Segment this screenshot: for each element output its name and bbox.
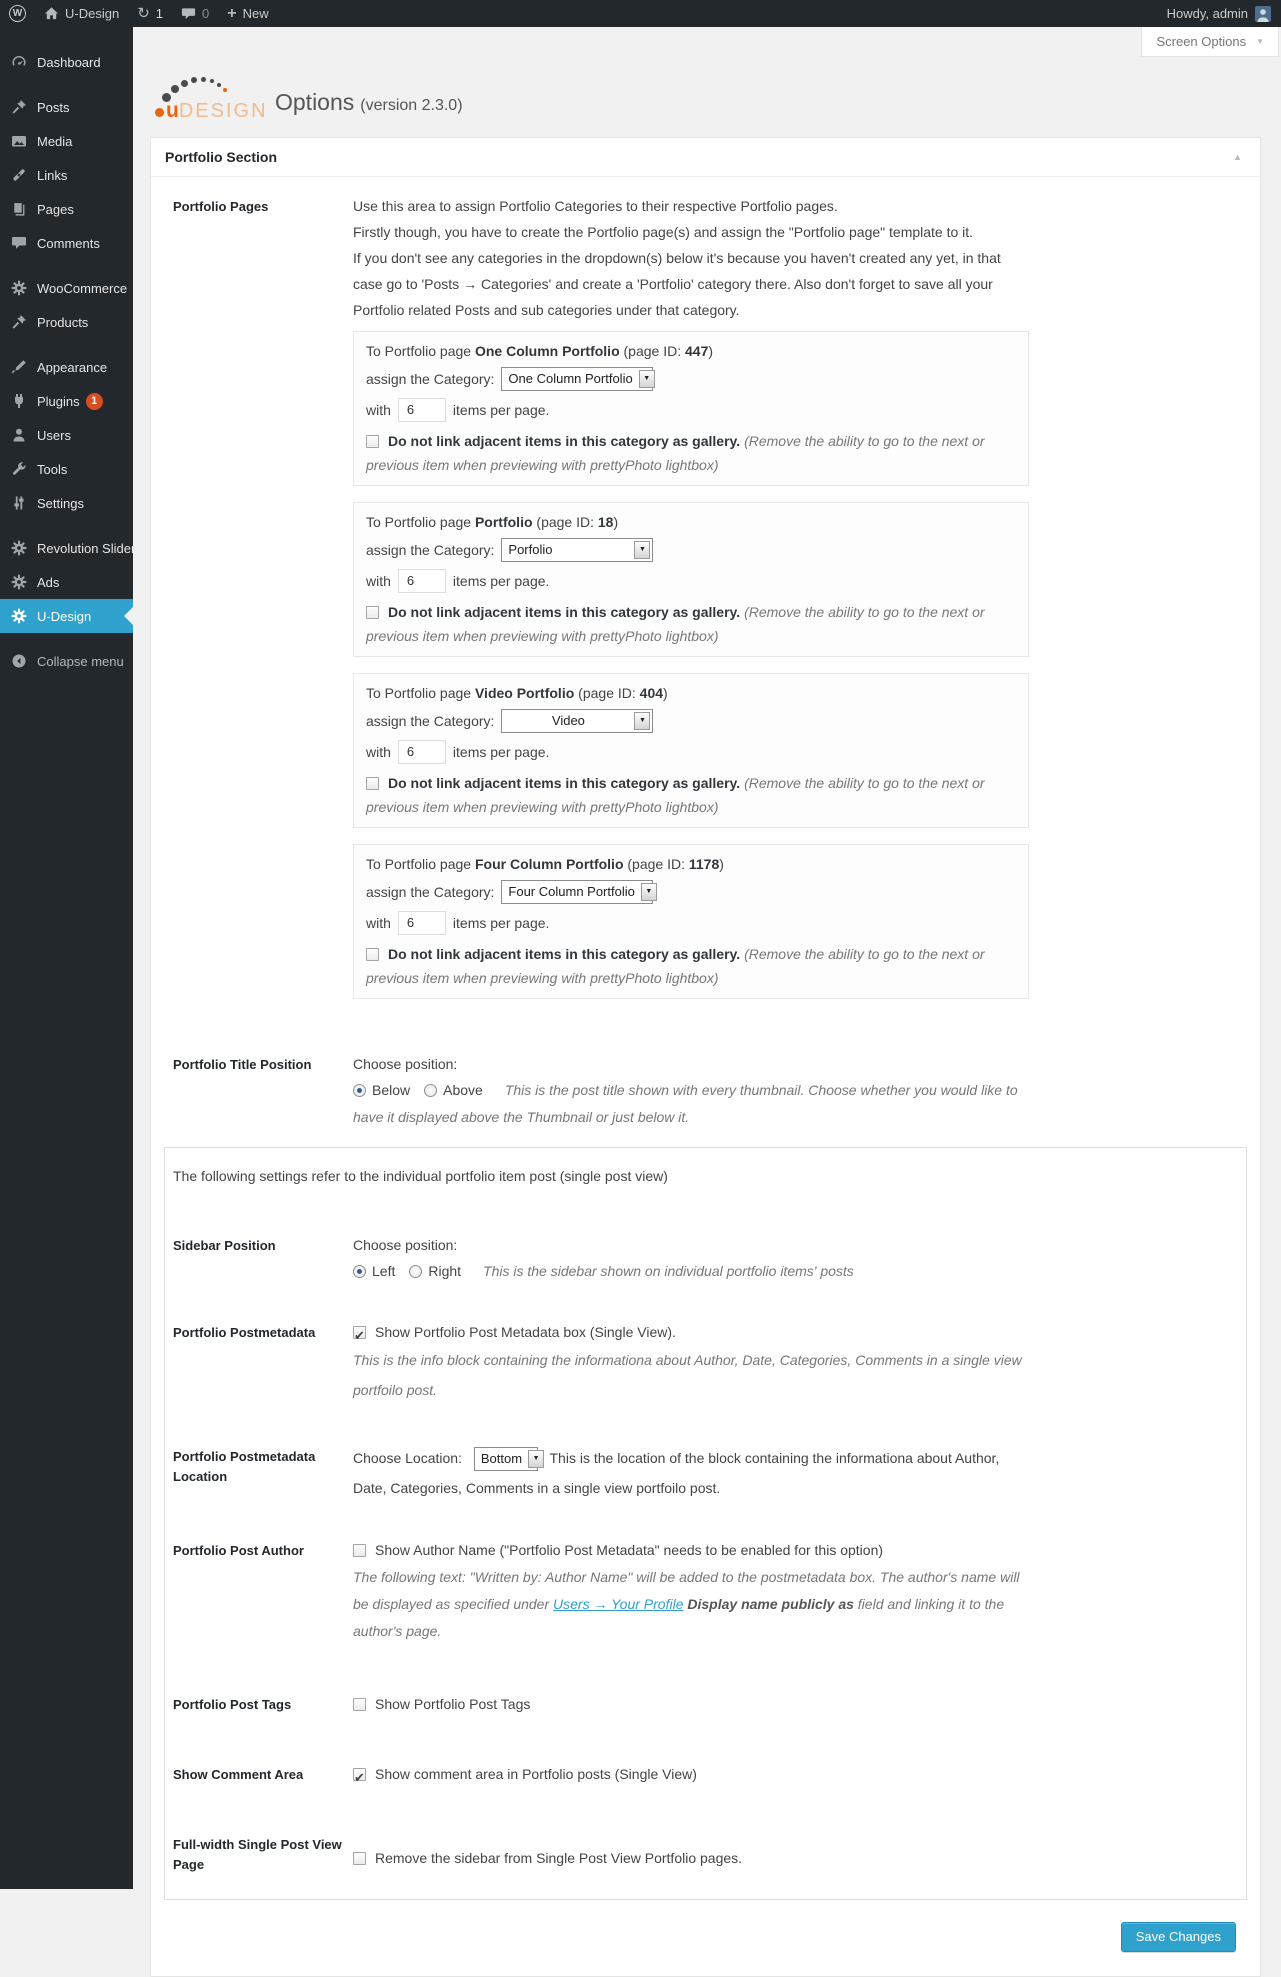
sidebar-item-comments[interactable] bbox=[0, 226, 133, 260]
row-label: Portfolio Pages bbox=[173, 199, 269, 214]
sidebar-item-label: Revolution Slider bbox=[37, 540, 136, 556]
comments-link[interactable] bbox=[172, 0, 218, 27]
select-arrow-icon: ▼ bbox=[641, 883, 657, 901]
sidebar-item-media[interactable] bbox=[0, 124, 133, 158]
postmetadata-checkbox[interactable] bbox=[353, 1326, 366, 1339]
sidebar-item-links[interactable] bbox=[0, 158, 133, 192]
sidebar-position-row: Sidebar Position Choose position: Left Right This is the sidebar shown on individual portfolio items' posts bbox=[173, 1232, 1237, 1285]
row-label: Full-width Single Post View Page bbox=[173, 1837, 342, 1872]
gallery-checkbox[interactable] bbox=[366, 777, 379, 790]
sidebar-item-users[interactable] bbox=[0, 418, 133, 452]
chain-icon bbox=[9, 167, 29, 183]
gear-icon bbox=[9, 574, 29, 590]
page-id: 18 bbox=[597, 514, 614, 530]
gear-icon bbox=[9, 608, 29, 624]
sidebar-item-label: Media bbox=[37, 133, 73, 149]
title-position-desc: This is the post title shown with every thumbnail. Choose whether you would like to have it displayed above the Thumbnail or just below it. bbox=[353, 1082, 1018, 1125]
gallery-checkbox[interactable] bbox=[366, 606, 379, 619]
row-label: Portfolio Postmetadata Location bbox=[173, 1449, 316, 1484]
gear-icon bbox=[9, 540, 29, 556]
sidebar-item-label: Comments bbox=[37, 235, 100, 251]
sidebar-item-products[interactable] bbox=[0, 305, 133, 339]
wrench-icon bbox=[9, 461, 29, 477]
items-per-page-input[interactable] bbox=[398, 740, 446, 764]
sidebar-item-appearance[interactable] bbox=[0, 350, 133, 384]
select-arrow-icon: ▼ bbox=[634, 712, 650, 730]
items-per-page-input[interactable] bbox=[398, 398, 446, 422]
gallery-checkbox[interactable] bbox=[366, 948, 379, 961]
collapse-icon bbox=[9, 653, 29, 669]
category-select[interactable]: One Column Portfolio ▼ bbox=[501, 367, 653, 391]
sidebar-item-label: Pages bbox=[37, 201, 74, 217]
updates-count: 1 bbox=[155, 6, 163, 21]
sidebar-position-desc: This is the sidebar shown on individual portfolio items' posts bbox=[483, 1263, 854, 1279]
comment-area-checkbox[interactable] bbox=[353, 1768, 366, 1781]
pin-icon bbox=[9, 99, 29, 115]
sidebar-item-plugins[interactable] bbox=[0, 384, 133, 418]
page-name: Four Column Portfolio bbox=[474, 856, 624, 872]
updates-link[interactable] bbox=[128, 0, 172, 27]
select-arrow-icon: ▼ bbox=[634, 541, 650, 559]
site-link[interactable] bbox=[35, 0, 128, 27]
home-icon bbox=[44, 6, 59, 21]
account-menu[interactable] bbox=[1157, 0, 1281, 27]
pages-icon bbox=[9, 201, 29, 217]
items-per-page-input[interactable] bbox=[398, 569, 446, 593]
sidebar-item-label: Products bbox=[37, 314, 89, 330]
sidebar-item-tools[interactable] bbox=[0, 452, 133, 486]
menu-separator bbox=[0, 260, 133, 271]
portfolio-page-box: To Portfolio page Four Column Portfolio (page ID: 1178) assign the Category: Four Column Portfolio ▼ with 6 items per page. Do not link adjacent items in this category as gallery. (Remove the ability to go to the next or previous item when previewing with prettyPhoto lightbox) bbox=[353, 844, 1029, 999]
page-id: 1178 bbox=[688, 856, 720, 872]
location-select[interactable]: Bottom ▼ bbox=[474, 1447, 538, 1471]
sidebar-item-label: Collapse menu bbox=[37, 653, 124, 669]
sliders-icon bbox=[9, 495, 29, 511]
sidebar-item-label: Appearance bbox=[37, 359, 108, 375]
admin-sidebar bbox=[0, 27, 136, 1889]
howdy-text: Howdy, admin bbox=[1166, 6, 1248, 21]
menu-separator bbox=[0, 633, 133, 644]
row-label: Portfolio Title Position bbox=[173, 1057, 312, 1072]
dashboard-icon bbox=[9, 54, 29, 70]
save-changes-button[interactable]: Save Changes bbox=[1121, 1922, 1236, 1952]
plus-icon: + bbox=[227, 4, 237, 22]
comment-bubble-icon bbox=[181, 6, 196, 21]
main-content bbox=[133, 27, 1281, 1977]
portfolio-page-box: To Portfolio page One Column Portfolio (page ID: 447) assign the Category: One Column Portfolio ▼ with 6 items per page. Do not link adjacent items in this category as gallery. (Remove the ability to go to the next or previous item when previewing with prettyPhoto lightbox) bbox=[353, 331, 1029, 486]
single-post-settings-section bbox=[164, 1147, 1247, 1900]
portfolio-page-box: To Portfolio page Portfolio (page ID: 18) assign the Category: Porfolio ▼ with 6 items per page. Do not link adjacent items in this category as gallery. (Remove the ability to go to the next or previous item when previewing with prettyPhoto lightbox) bbox=[353, 502, 1029, 657]
page-name: Portfolio bbox=[474, 514, 533, 530]
wordpress-icon: W bbox=[9, 5, 26, 22]
menu-separator bbox=[0, 79, 133, 90]
sidebar-item-posts[interactable] bbox=[0, 90, 133, 124]
sidebar-item-label: WooCommerce bbox=[37, 280, 128, 296]
udesign-logo: u DESIGN bbox=[155, 77, 259, 121]
sidebar-left-radio[interactable] bbox=[353, 1265, 366, 1278]
postmetadata-location-desc: This is the location of the block containing the informationa about Author, Date, Categories, Comments in a single view portfoilo post. bbox=[353, 1450, 1000, 1496]
screen-options-label: Screen Options bbox=[1156, 34, 1247, 49]
page-name: One Column Portfolio bbox=[474, 343, 620, 359]
gear-icon bbox=[9, 280, 29, 296]
sidebar-item-label: Posts bbox=[37, 99, 70, 115]
portfolio-page-box: To Portfolio page Video Portfolio (page ID: 404) assign the Category: Video ▼ with 6 items per page. Do not link adjacent items in this category as gallery. (Remove the ability to go to the next or previous item when previewing with prettyPhoto lightbox) bbox=[353, 673, 1029, 828]
collapse-panel-icon[interactable]: ▲ bbox=[1233, 152, 1242, 162]
select-arrow-icon: ▼ bbox=[639, 370, 655, 388]
sidebar-item-label: Plugins bbox=[37, 393, 80, 409]
your-profile-link[interactable]: Users → Your Profile bbox=[553, 1596, 684, 1612]
comment-area-row: Show Comment Area ✔ Show comment area in Portfolio posts (Single View) bbox=[173, 1761, 1237, 1787]
choose-location-label: Choose Location: bbox=[353, 1450, 462, 1466]
row-label: Show Comment Area bbox=[173, 1767, 304, 1782]
sidebar-item-label: U-Design bbox=[37, 608, 92, 624]
user-icon bbox=[9, 427, 29, 443]
new-content-link[interactable] bbox=[218, 0, 277, 27]
sidebar-right-radio[interactable] bbox=[409, 1265, 422, 1278]
brush-icon bbox=[9, 359, 29, 375]
updates-icon: ↻ bbox=[137, 4, 150, 22]
title-position-below-radio[interactable] bbox=[353, 1084, 366, 1097]
page-title: Options (version 2.3.0) bbox=[275, 89, 463, 116]
portfolio-pages-row bbox=[173, 193, 1238, 1015]
items-per-page-input[interactable] bbox=[398, 911, 446, 935]
post-tags-checkbox[interactable] bbox=[353, 1698, 366, 1711]
page-id: 447 bbox=[685, 343, 709, 359]
avatar bbox=[1255, 6, 1271, 22]
choose-position-label: Choose position: bbox=[353, 1056, 458, 1072]
plugins-update-badge: 1 bbox=[86, 393, 103, 410]
row-label: Portfolio Postmetadata bbox=[173, 1325, 316, 1340]
wordpress-menu[interactable] bbox=[0, 0, 35, 27]
row-label: Portfolio Post Tags bbox=[173, 1697, 292, 1712]
screen-options-tab[interactable] bbox=[1141, 27, 1279, 57]
sidebar-item-label: Tools bbox=[37, 461, 68, 477]
comment-icon bbox=[9, 235, 29, 251]
portfolio-section-header[interactable] bbox=[151, 138, 1260, 177]
category-select[interactable]: Porfolio ▼ bbox=[501, 538, 653, 562]
post-author-row: Portfolio Post Author Show Author Name ("Portfolio Post Metadata" needs to be enabled for this option) The following text: "Written by: Author Name" will be added to the postmetadata box. The author's name will be displayed as specified under Users → Your Profile Display name publicly as field and linking it to the author's page. bbox=[173, 1537, 1237, 1645]
portfolio-section-title: Portfolio Section bbox=[165, 149, 277, 165]
menu-separator bbox=[0, 339, 133, 350]
sidebar-item-dashboard[interactable] bbox=[0, 45, 133, 79]
plug-icon bbox=[9, 393, 29, 409]
sidebar-item-revolution-slider[interactable] bbox=[0, 531, 136, 565]
title-position-row: Portfolio Title Position Choose position: Below Above This is the post title shown with every thumbnail. Choose whether you would like to have it displayed above the Thumbnail or just below it. bbox=[173, 1051, 1238, 1131]
sidebar-item-woocommerce[interactable] bbox=[0, 271, 133, 305]
portfolio-section-panel bbox=[150, 137, 1261, 1977]
sidebar-item-u-design[interactable] bbox=[0, 599, 133, 633]
row-label: Sidebar Position bbox=[173, 1238, 276, 1253]
page-header bbox=[133, 27, 1281, 121]
row-label: Portfolio Post Author bbox=[173, 1543, 304, 1558]
postmetadata-location-row bbox=[173, 1443, 1237, 1503]
pin-icon bbox=[9, 314, 29, 330]
sidebar-item-pages[interactable] bbox=[0, 192, 133, 226]
new-label: New bbox=[242, 6, 269, 21]
postmetadata-desc: This is the info block containing the informationa about Author, Date, Categories, Comments in a single view portfoilo post. bbox=[353, 1352, 1022, 1398]
chevron-down-icon: ▼ bbox=[1256, 37, 1264, 46]
post-tags-row: Portfolio Post Tags Show Portfolio Post Tags bbox=[173, 1691, 1237, 1717]
category-select[interactable]: Four Column Portfolio ▼ bbox=[501, 880, 653, 904]
menu-separator bbox=[0, 520, 133, 531]
fullwidth-row: Full-width Single Post View Page Remove the sidebar from Single Post View Portfolio pages. bbox=[173, 1831, 1237, 1875]
gallery-checkbox[interactable] bbox=[366, 435, 379, 448]
postmetadata-row: Portfolio Postmetadata ✔ Show Portfolio Post Metadata box (Single View). This is the info block containing the informationa about Author, Date, Categories, Comments in a single view portfoilo post. bbox=[173, 1319, 1237, 1405]
portfolio-pages-intro: Use this area to assign Portfolio Categories to their respective Portfolio pages. Firstly though, you have to create the Portfolio page(s) and assign the "Portfolio page" template to it. If you don't see any categories in the dropdown(s) below it's because you haven't created any yet, in that case go to 'Posts → Categories' and create a 'Portfolio' category there. Also don't forget to save all your Portfolio related Posts and sub categories under that category. bbox=[353, 198, 1001, 318]
collapse-menu-button[interactable] bbox=[0, 644, 133, 678]
sidebar-item-label: Users bbox=[37, 427, 71, 443]
fullwidth-checkbox[interactable] bbox=[353, 1852, 366, 1865]
select-arrow-icon: ▼ bbox=[528, 1450, 544, 1468]
page-id: 404 bbox=[639, 685, 664, 701]
media-icon bbox=[9, 133, 29, 149]
post-author-checkbox[interactable] bbox=[353, 1544, 366, 1557]
category-select[interactable]: Video ▼ bbox=[501, 709, 653, 733]
post-author-desc: The following text: "Written by: Author Name" will be added to the postmetadata box. The author's name will be displayed as specified under Users → Your Profile Display name publicly as field and linking it to the author's page. bbox=[353, 1569, 1020, 1639]
single-post-section-intro: The following settings refer to the individual portfolio item post (single post view) bbox=[173, 1168, 668, 1184]
choose-position-label: Choose position: bbox=[353, 1237, 458, 1253]
admin-bar bbox=[0, 0, 1281, 27]
sidebar-item-label: Dashboard bbox=[37, 54, 101, 70]
site-name: U-Design bbox=[65, 6, 120, 21]
sidebar-item-ads[interactable] bbox=[0, 565, 133, 599]
title-position-above-radio[interactable] bbox=[424, 1084, 437, 1097]
page-name: Video Portfolio bbox=[474, 685, 575, 701]
sidebar-item-settings[interactable] bbox=[0, 486, 133, 520]
version-text: (version 2.3.0) bbox=[360, 97, 463, 115]
sidebar-item-label: Settings bbox=[37, 495, 84, 511]
sidebar-item-label: Ads bbox=[37, 574, 60, 590]
comments-count: 0 bbox=[202, 6, 210, 21]
sidebar-item-label: Links bbox=[37, 167, 68, 183]
